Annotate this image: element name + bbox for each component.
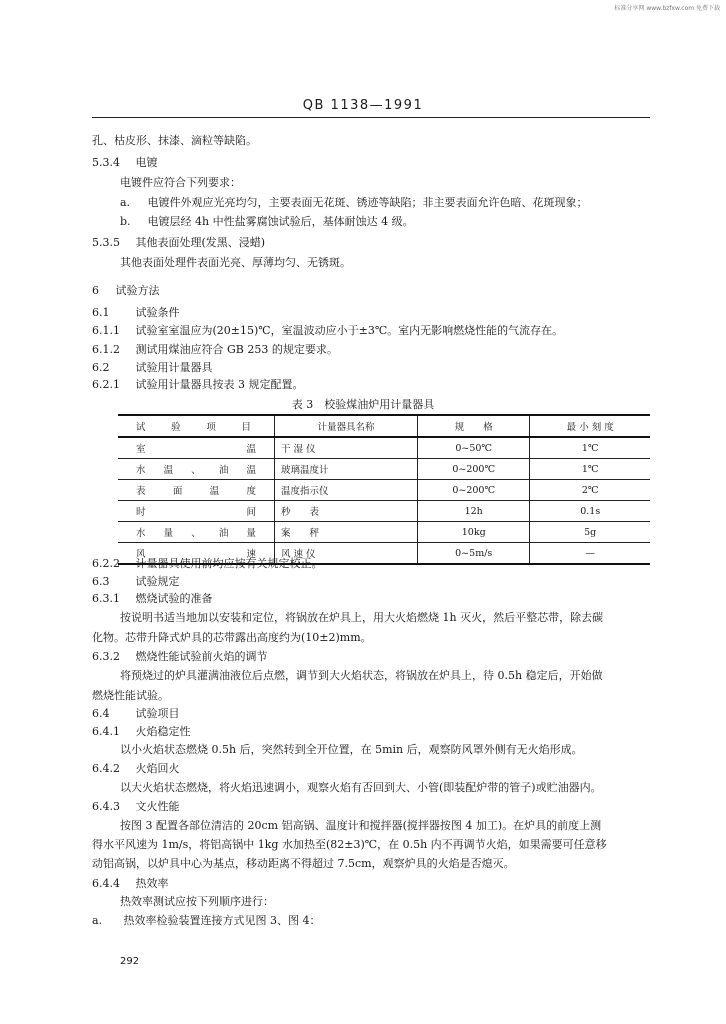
section-text: 试验用计量器具按表 3 规定配置。 [135, 378, 304, 391]
cell-instrument: 玻璃温度计 [275, 459, 418, 480]
section-number: 6.4.1 [92, 725, 120, 738]
chapter-number: 6 [92, 284, 99, 297]
cell-test-item: 表面温度 [118, 480, 275, 501]
section-6-2 [92, 361, 213, 375]
paragraph-continued: 得水平风速为 1m/s，将铝高锅中 1kg 水加热至(82±3)℃，在 0.5h 内不再调节火焰，如果需要可任意移 [92, 838, 607, 851]
section-number: 6.2 [92, 361, 110, 374]
section-6-1-1 [92, 324, 563, 338]
section-text: 测试用煤油应符合 GB 253 的规定要求。 [135, 343, 338, 356]
cell-spec: 0~5m/s [418, 543, 530, 565]
section-title: 热效率 [135, 877, 169, 890]
list-marker: a. [92, 914, 103, 927]
header-min-scale: 最 小 刻 度 [530, 415, 650, 437]
table-row [118, 459, 650, 480]
section-title: 试验用计量器具 [135, 361, 213, 374]
watermark-text: 标准分享网 www.bzfxw.com 免费下载 [614, 5, 720, 12]
section-number: 6.3 [92, 575, 110, 588]
table-row [118, 437, 650, 459]
section-number: 6.1.1 [92, 324, 120, 337]
section-text: 计量器具使用前均应按有关规定校正。 [135, 557, 323, 570]
paragraph: 以小火焰状态燃烧 0.5h 后，突然转到全开位置，在 5min 后，观察防风罩外侧有无火焰形成。 [120, 743, 583, 756]
cell-min-scale: 2℃ [530, 480, 650, 501]
section-title: 火焰回火 [135, 762, 180, 775]
section-6-4-1 [92, 725, 191, 739]
header-specification: 规 格 [418, 415, 530, 437]
table-row [118, 480, 650, 501]
paragraph: 按图 3 配置各部位清洁的 20cm 铝高锅、温度计和搅拌器(搅拌器按图 4 加工)。在炉具的前度上测 [120, 819, 602, 832]
section-title: 火焰稳定性 [135, 725, 191, 738]
section-number: 6.4 [92, 707, 110, 720]
section-number: 6.1.2 [92, 343, 120, 356]
table-row [118, 501, 650, 522]
cell-test-item: 室温 [118, 437, 275, 459]
section-title: 燃烧试验的准备 [135, 592, 213, 605]
section-number: 6.4.4 [92, 877, 120, 890]
cell-min-scale: 1℃ [530, 459, 650, 480]
section-6-3 [92, 575, 180, 589]
cell-instrument: 秒 表 [275, 501, 418, 522]
section-6-2-1 [92, 378, 304, 392]
paragraph: 将预烧过的炉具灌满油液位后点燃，调节到大火焰状态，将锅放在炉具上，待 0.5h 稳定后，开始做 [120, 669, 603, 682]
section-6-3-1 [92, 592, 213, 606]
table-header-row [118, 415, 650, 437]
section-title: 试验条件 [135, 306, 180, 319]
paragraph: 按说明书适当地加以安装和定位，将锅放在炉具上，用大火焰燃烧 1h 灭火，然后平整芯带，除去碳 [120, 611, 604, 624]
cell-test-item: 风速 [118, 543, 275, 565]
section-6-4-4 [92, 877, 169, 891]
table-row [118, 522, 650, 543]
list-item-a [92, 914, 321, 928]
cell-spec: 12h [418, 501, 530, 522]
cell-spec: 10kg [418, 522, 530, 543]
table-caption: 表 3 校验煤油炉用计量器具 [291, 398, 435, 411]
cell-test-item: 水温、油温 [118, 459, 275, 480]
list-text: 电镀件外观应光亮均匀，主要表面无花斑、锈迹等缺陷；非主要表面允许色暗、花斑现象； [147, 196, 588, 209]
section-number: 6.3.2 [92, 650, 120, 663]
section-number: 5.3.4 [92, 156, 120, 169]
section-title: 试验规定 [135, 575, 180, 588]
cell-spec: 0~200℃ [418, 459, 530, 480]
section-6-1-2 [92, 343, 338, 357]
section-6-4 [92, 707, 180, 721]
cell-min-scale: 1℃ [530, 437, 650, 459]
section-6-3-2 [92, 650, 268, 664]
cell-min-scale: 5g [530, 522, 650, 543]
document-code-header: QB 1138—1991 [302, 98, 424, 113]
section-title: 电镀 [135, 156, 158, 169]
cell-instrument: 温度指示仪 [275, 480, 418, 501]
chapter-title: 试验方法 [115, 284, 160, 297]
section-title: 其他表面处理(发黑、浸蜡) [135, 236, 266, 249]
section-text: 试验室室温应为(20±15)℃，室温波动应小于±3℃。室内无影响燃烧性能的气流存在。 [135, 324, 564, 337]
section-title: 试验项目 [135, 707, 180, 720]
section-number: 6.2.1 [92, 378, 120, 391]
section-number: 6.3.1 [92, 592, 120, 605]
section-number: 5.3.5 [92, 236, 120, 249]
paragraph: 其他表面处理件表面光亮、厚薄均匀、无锈斑。 [120, 256, 351, 269]
section-6-4-2 [92, 762, 180, 776]
cell-instrument: 风 速 仪 [275, 543, 418, 565]
list-text: 热效率检验装置连接方式见图 3、图 4： [123, 914, 321, 927]
list-marker: a. [120, 196, 131, 209]
header-test-item: 试 验 项 目 [118, 415, 275, 437]
list-item-a [120, 196, 588, 210]
header-instrument-name: 计量器具名称 [275, 415, 418, 437]
section-title: 燃烧性能试验前火焰的调节 [135, 650, 268, 663]
section-6-4-3 [92, 800, 180, 814]
chapter-6-heading [92, 284, 160, 298]
section-5-3-4 [92, 156, 158, 170]
section-6-1 [92, 306, 180, 320]
header-rule [92, 117, 650, 118]
paragraph-continued: 动铝高锅，以炉具中心为基点，移动距离不得超过 7.5cm，观察炉具的火焰是否熄灭。 [92, 857, 515, 870]
section-number: 6.1 [92, 306, 110, 319]
cell-instrument: 干 湿 仪 [275, 437, 418, 459]
cell-min-scale: — [530, 543, 650, 565]
paragraph: 热效率测试应按下列顺序进行： [120, 895, 274, 908]
paragraph: 电镀件应符合下列要求： [120, 176, 241, 189]
list-marker: b. [120, 215, 131, 228]
list-text: 电镀层经 4h 中性盐雾腐蚀试验后，基体耐蚀达 4 级。 [147, 215, 414, 228]
list-item-b [120, 215, 414, 229]
paragraph-continued: 燃烧性能试验。 [92, 689, 169, 702]
cell-test-item: 时间 [118, 501, 275, 522]
paragraph: 以大火焰状态燃烧，将火焰迅速调小，观察火焰有否回到大、小管(即装配炉带的管子)或贮油器内。 [120, 781, 602, 794]
measuring-instruments-table [118, 414, 650, 565]
cell-min-scale: 0.1s [530, 501, 650, 522]
cell-spec: 0~50℃ [418, 437, 530, 459]
section-6-2-2 [92, 557, 323, 571]
section-number: 6.2.2 [92, 557, 120, 570]
cell-spec: 0~200℃ [418, 480, 530, 501]
page-number: 292 [120, 956, 140, 967]
cell-instrument: 案 秤 [275, 522, 418, 543]
section-5-3-5 [92, 236, 265, 250]
paragraph-continued: 化物。芯带升降式炉具的芯带露出高度约为(10±2)mm。 [92, 631, 372, 644]
section-title: 文火性能 [135, 800, 180, 813]
section-number: 6.4.3 [92, 800, 120, 813]
cell-test-item: 水量、油量 [118, 522, 275, 543]
continued-text: 孔、枯皮形、抹漆、滴粒等缺陷。 [92, 134, 257, 147]
section-number: 6.4.2 [92, 762, 120, 775]
